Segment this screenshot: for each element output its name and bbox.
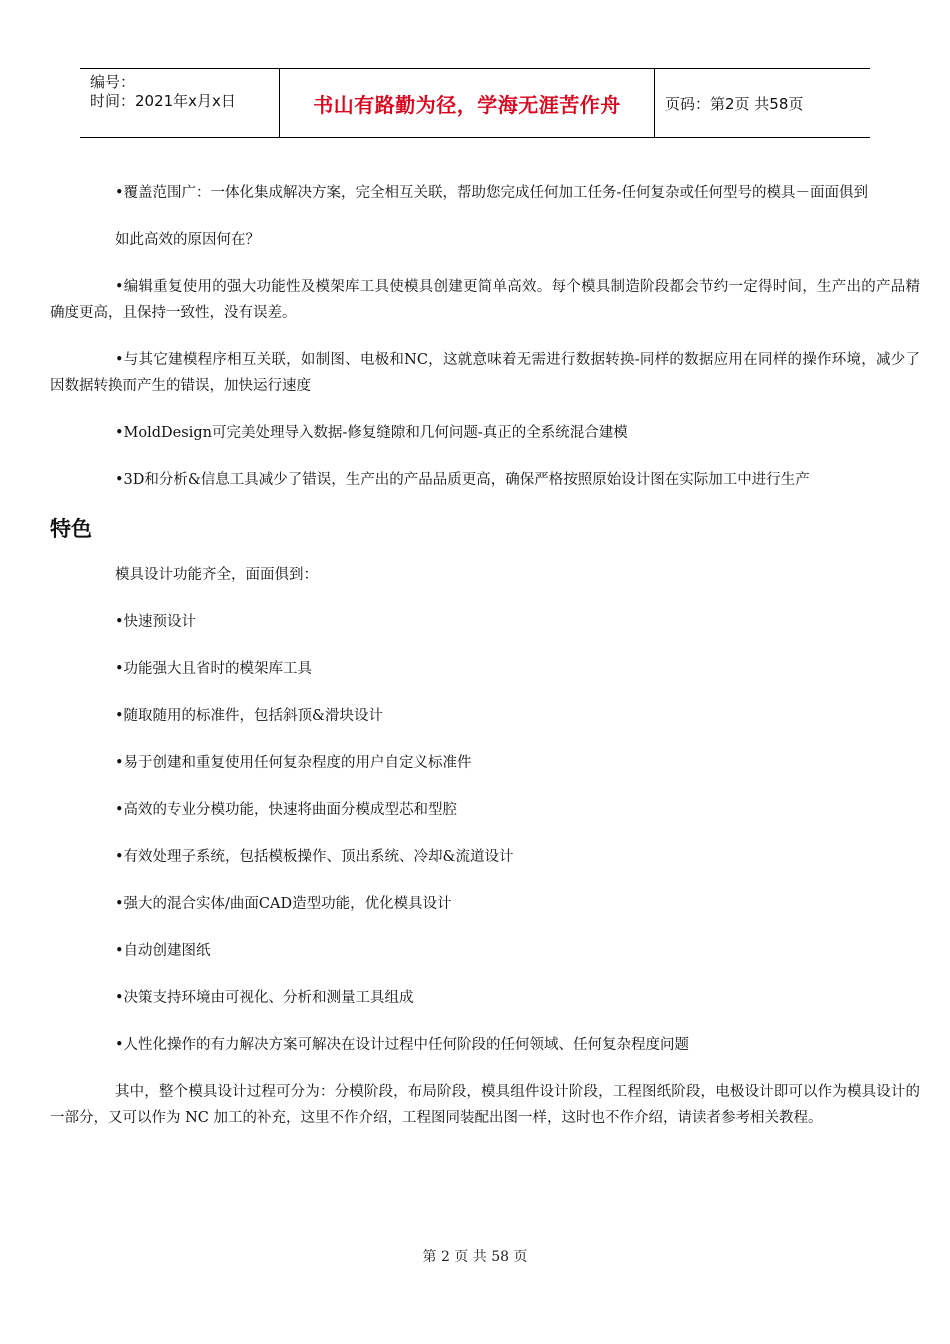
paragraph: •与其它建模程序相互关联，如制图、电极和NC，这就意味着无需进行数据转换-同样的数据应用在同样的操作环境，减少了因数据转换而产生的错误，加快运行速度: [50, 352, 920, 394]
header-meta: [80, 69, 280, 137]
header-motto: 书山有路勤为径，学海无涯苦作舟: [280, 69, 655, 137]
list-item: •有效处理子系统，包括模板操作、顶出系统、冷却&流道设计: [115, 849, 514, 865]
paragraph: 模具设计功能齐全，面面俱到：: [115, 567, 318, 583]
document-header: [80, 68, 870, 138]
paragraph: •MoldDesign可完美处理导入数据-修复缝隙和几何问题-真正的全系统混合建模: [115, 425, 628, 441]
paragraph: 如此高效的原因何在？: [115, 232, 260, 248]
paragraph: 其中，整个模具设计过程可分为：分模阶段，布局阶段，模具组件设计阶段，工程图纸阶段，电极设计即可以作为模具设计的一部分，又可以作为 NC 加工的补充，这里不作介绍，工程图同装配出图一样，这时也不作介绍，请读者参考相关教程。: [50, 1084, 920, 1126]
list-item: •高效的专业分模功能，快速将曲面分模成型芯和型腔: [115, 802, 458, 818]
list-item: •易于创建和重复使用任何复杂程度的用户自定义标准件: [115, 755, 472, 771]
list-item: •人性化操作的有力解决方案可解决在设计过程中任何阶段的任何领域、任何复杂程度问题: [115, 1037, 690, 1053]
document-body: [50, 180, 920, 1152]
header-page-info: 页码：第2页 共58页: [665, 94, 804, 113]
paragraph: •编辑重复使用的强大功能性及模架库工具使模具创建更简单高效。每个模具制造阶段都会节约一定得时间，生产出的产品精确度更高，且保持一致性，没有误差。: [50, 279, 920, 321]
number-label: 编号：: [90, 73, 136, 91]
list-item: •功能强大且省时的模架库工具: [115, 661, 313, 677]
paragraph: •3D和分析&信息工具减少了错误，生产出的产品品质更高，确保严格按照原始设计图在实际加工中进行生产: [115, 472, 810, 488]
page-footer: 第 2 页 共 58 页: [422, 1249, 528, 1265]
time-label: 时间：2021年x月x日: [90, 92, 236, 110]
list-item: •快速预设计: [115, 614, 197, 630]
paragraph: •覆盖范围广：一体化集成解决方案，完全相互关联，帮助您完成任何加工任务-任何复杂或任何型号的模具－面面俱到: [115, 185, 868, 201]
list-item: •强大的混合实体/曲面CAD造型功能，优化模具设计: [115, 896, 452, 912]
section-heading: 特色: [50, 517, 92, 541]
list-item: •随取随用的标准件，包括斜顶&滑块设计: [115, 708, 383, 724]
list-item: •自动创建图纸: [115, 943, 211, 959]
list-item: •决策支持环境由可视化、分析和测量工具组成: [115, 990, 414, 1006]
